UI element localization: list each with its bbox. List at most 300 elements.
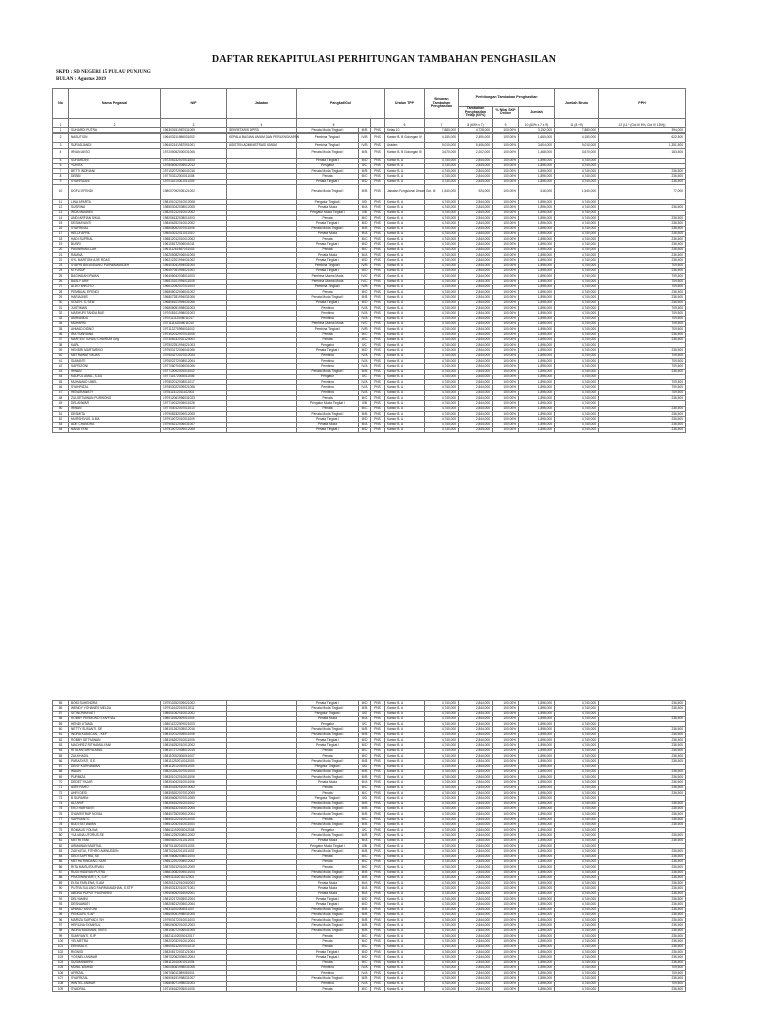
table-cell: 4,740,000 [555, 764, 599, 769]
table-cell: 2,844,000 [459, 743, 493, 748]
table-cell: Kantor B. A [385, 200, 425, 205]
table-cell: 236,500 [599, 295, 686, 300]
table-cell: 1,896,000 [519, 179, 555, 184]
table-cell: III/B [359, 369, 371, 374]
table-cell: II/C [359, 828, 371, 833]
table-cell: PNS [371, 902, 385, 907]
table-cell: 236,500 [599, 753, 686, 758]
table-cell: 4,150,000 [425, 133, 459, 143]
table-cell: 100.00% [493, 965, 519, 970]
table-cell: PNS [371, 870, 385, 875]
table-cell: Kantor B. A [385, 833, 425, 838]
table-cell: 100.00% [493, 838, 519, 843]
table-cell: 1,896,000 [519, 727, 555, 732]
table-cell: 4,740,000 [425, 764, 459, 769]
table-cell: 2,844,000 [459, 205, 493, 210]
table-cell: 33 [53, 316, 69, 321]
table-cell: 2,844,000 [459, 406, 493, 411]
table-cell: PNS [371, 960, 385, 965]
table-cell: 1,896,000 [519, 902, 555, 907]
table-cell: 50 [53, 406, 69, 411]
table-cell: DESMAYANTI [69, 221, 161, 226]
table-cell: 4,740,000 [555, 939, 599, 944]
table-cell: Pengatur Tingkat I [297, 764, 359, 769]
table-cell: II/D [359, 200, 371, 205]
table-cell: 236,500 [599, 944, 686, 949]
table-cell: 1,896,000 [519, 295, 555, 300]
data-table-page1 [52, 127, 686, 433]
table-cell: 4,740,000 [555, 374, 599, 379]
table-cell: 2,844,000 [459, 753, 493, 758]
table-cell: MURSHIVUS. A.MA [69, 417, 161, 422]
table-cell: 4,740,000 [425, 870, 459, 875]
table-cell: 2,844,000 [459, 701, 493, 706]
table-cell: SITINORHAYATI [69, 711, 161, 716]
table-cell: 1,896,000 [519, 268, 555, 273]
table-row [53, 185, 686, 200]
table-cell: YULIANA UTORUS.SE [69, 833, 161, 838]
table-cell: 39 [53, 348, 69, 353]
table-cell: 2,844,000 [459, 944, 493, 949]
document-title: DAFTAR REKAPITULASI PERHITUNGAN TAMBAHAN PENGHASILAN [211, 54, 557, 65]
table-cell: PNS [371, 231, 385, 236]
table-cell: 198911152011012001 [161, 875, 227, 880]
table-cell: 28 [53, 290, 69, 295]
table-cell: 197111142008011010 [161, 321, 227, 326]
table-cell: Kantor B. A [385, 353, 425, 358]
table-cell: Kantor B. A [385, 295, 425, 300]
table-cell: III/D [359, 221, 371, 226]
table-cell: III/C [359, 748, 371, 753]
table-cell: 4,740,000 [425, 205, 459, 210]
table-cell: KAUFUL AMAL, S.AG [69, 374, 161, 379]
table-cell: 1,896,000 [519, 274, 555, 279]
table-cell: 9,010,000 [425, 143, 459, 148]
table-cell: PEMBUAL EFENDI [69, 290, 161, 295]
table-cell: 100.00% [493, 976, 519, 981]
table-cell: 2,844,000 [459, 902, 493, 907]
table-cell: 4,150,000 [555, 133, 599, 143]
table-cell: 100.00% [493, 210, 519, 215]
table-cell: 236,500 [599, 817, 686, 822]
table-cell: 100.00% [493, 934, 519, 939]
table-cell: 197602272008012004 [161, 358, 227, 363]
table-cell: 100.00% [493, 711, 519, 716]
table-cell: 4,740,000 [555, 796, 599, 801]
table-cell: 4,740,000 [425, 231, 459, 236]
table-cell: Penata Tingkat I [297, 896, 359, 901]
table-cell: 197711072005011006 [161, 374, 227, 379]
table-cell: PNS [371, 396, 385, 401]
table-cell: 7 [53, 169, 69, 174]
table-cell: 198107272008012015 [161, 748, 227, 753]
table-cell: 709,500 [599, 380, 686, 385]
table-cell: 4,740,000 [555, 179, 599, 184]
table-cell: 2,844,000 [459, 158, 493, 163]
table-cell: 4,740,000 [425, 179, 459, 184]
table-cell: 236,500 [599, 902, 686, 907]
table-cell: 4,740,000 [555, 838, 599, 843]
header-number-cell: 8 (60% x 7) [459, 118, 493, 133]
table-cell: Kantor B. A [385, 711, 425, 716]
table-cell: 4,740,000 [555, 200, 599, 205]
table-cell: 100.00% [493, 865, 519, 870]
table-cell: PNS [371, 385, 385, 390]
table-cell: Kantor B. A [385, 205, 425, 210]
table-cell: Kantor B. A [385, 316, 425, 321]
table-cell: PNS [371, 332, 385, 337]
table-cell: 1,896,000 [519, 822, 555, 827]
table-cell: III/C [359, 406, 371, 411]
table-cell: 4,740,000 [425, 912, 459, 917]
table-cell: ELSA FARLENA, S.AM [69, 881, 161, 886]
table-cell: RIGNIGI [69, 949, 161, 954]
table-cell: PRATIWINHARTI, K, S.IP [69, 875, 161, 880]
table-cell: 1,896,000 [519, 801, 555, 806]
table-cell: 2,844,000 [459, 939, 493, 944]
table-cell [227, 427, 297, 432]
table-cell: 65 [53, 753, 69, 758]
table-cell: 198202032010012004 [161, 939, 227, 944]
table-cell: 100.00% [493, 268, 519, 273]
table-cell: 1,896,000 [519, 237, 555, 242]
table-cell: 2,844,000 [459, 401, 493, 406]
table-cell: III/C [359, 332, 371, 337]
table-cell: 1,896,000 [519, 870, 555, 875]
table-cell: HARIAJNIS [69, 295, 161, 300]
table-cell: YELMETRA [69, 939, 161, 944]
table-cell: 4,740,000 [425, 258, 459, 263]
table-cell: 4,740,000 [425, 215, 459, 220]
table-cell: 1,896,000 [519, 205, 555, 210]
table-cell: 2,844,000 [459, 306, 493, 311]
table-cell: PNS [371, 295, 385, 300]
table-cell: PNS [371, 411, 385, 416]
table-cell: 96 [53, 918, 69, 923]
table-cell: 22 [53, 258, 69, 263]
table-cell: 1,896,000 [519, 971, 555, 976]
table-cell: 1,896,000 [519, 258, 555, 263]
table-cell: PNS [371, 263, 385, 268]
table-cell: 4,740,000 [555, 727, 599, 732]
table-cell: 1,896,000 [519, 844, 555, 849]
table-cell: 4,740,000 [555, 949, 599, 954]
table-cell: 198611192008012008 [161, 828, 227, 833]
table-cell: 4,740,000 [425, 875, 459, 880]
table-cell: 4,740,000 [425, 923, 459, 928]
table-cell: 2,844,000 [459, 163, 493, 168]
table-cell: 4,740,000 [555, 865, 599, 870]
table-cell: 51 [53, 411, 69, 416]
table-cell: 236,500 [599, 949, 686, 954]
table-cell: 4,740,000 [555, 258, 599, 263]
table-cell: Penata Muda Tingkat I [297, 976, 359, 981]
table-cell: Kantor B. A [385, 759, 425, 764]
table-cell: Penata Muda Tingkat I [297, 907, 359, 912]
table-cell: PNS [371, 242, 385, 247]
table-cell: 2,844,000 [459, 960, 493, 965]
table-cell: IV/A [359, 353, 371, 358]
table-cell: 2,844,000 [459, 912, 493, 917]
table-cell: PNS [371, 237, 385, 242]
table-cell: 52 [53, 417, 69, 422]
table-cell: Penata [297, 817, 359, 822]
table-cell: PNS [371, 143, 385, 148]
table-cell: 4,740,000 [425, 822, 459, 827]
table-cell: 709,500 [599, 385, 686, 390]
table-cell: 4,740,000 [555, 343, 599, 348]
table-cell: 236,500 [599, 987, 686, 992]
table-cell: 198208212005012004 [161, 902, 227, 907]
table-cell: BUDI SETIAWAN [69, 822, 161, 827]
table-cell: Kantor B. A [385, 226, 425, 231]
table-cell: 1,896,000 [519, 353, 555, 358]
table-cell: 2,844,000 [459, 321, 493, 326]
table-cell: 4,740,000 [555, 780, 599, 785]
table-cell: 4,740,000 [425, 396, 459, 401]
table-cell: 26 [53, 279, 69, 284]
table-cell: 100.00% [493, 133, 519, 143]
table-cell: 1,896,000 [519, 406, 555, 411]
table-cell: AFRIZAL [69, 971, 161, 976]
table-cell: 4,740,000 [425, 364, 459, 369]
table-cell: 58 [53, 716, 69, 721]
table-cell: 4,740,000 [555, 785, 599, 790]
table-cell: RITA MAISUITA IRVAN [69, 865, 161, 870]
table-cell: 197502251994021003 [161, 343, 227, 348]
table-cell: 2,844,000 [459, 854, 493, 859]
table-cell: 66 [53, 759, 69, 764]
table-cell: 236,500 [599, 918, 686, 923]
table-cell: 4,740,000 [425, 759, 459, 764]
table-cell: 2,844,000 [459, 422, 493, 427]
table-cell: 236,500 [599, 976, 686, 981]
table-cell: Penata [297, 854, 359, 859]
table-cell: II/C [359, 163, 371, 168]
table-cell: III/C [359, 785, 371, 790]
table-cell: 1,896,000 [519, 743, 555, 748]
table-cell: Pengatur Tingkat I [297, 200, 359, 205]
table-cell: 4,740,000 [555, 237, 599, 242]
table-cell: 709,500 [599, 321, 686, 326]
table-cell: PNS [371, 838, 385, 843]
table-cell: 4,740,000 [555, 268, 599, 273]
table-cell: Kantor B. A [385, 934, 425, 939]
table-cell: 236,500 [599, 912, 686, 917]
table-cell: 198106252010012002 [161, 743, 227, 748]
table-cell: 1,468,000 [519, 148, 555, 158]
table-cell: 236,500 [599, 785, 686, 790]
table-cell: Kantor B. A [385, 785, 425, 790]
table-cell: 1,896,000 [519, 716, 555, 721]
table-cell: III/D [359, 179, 371, 184]
table-cell: 4,740,000 [555, 396, 599, 401]
table-cell: III/C [359, 237, 371, 242]
table-cell: Pengatur [297, 722, 359, 727]
table-cell: 236,500 [599, 242, 686, 247]
table-cell: 107 [53, 976, 69, 981]
table-cell: 100.00% [493, 907, 519, 912]
table-cell: HENDI UTAMA [69, 722, 161, 727]
table-cell: 236,500 [599, 247, 686, 252]
table-cell: 100.00% [493, 300, 519, 305]
table-cell: HENDRI MARTARIKO [69, 348, 161, 353]
table-cell: III/B [359, 928, 371, 933]
table-cell: 709,500 [599, 390, 686, 395]
table-cell: 4,740,000 [555, 215, 599, 220]
table-cell: 2,844,000 [459, 279, 493, 284]
table-cell: 236,500 [599, 258, 686, 263]
table-cell: Kantor B. A [385, 343, 425, 348]
table-cell: Penata Muda Tingkat I [297, 923, 359, 928]
table-cell: Kantor B. A [385, 247, 425, 252]
table-cell: III/D [359, 949, 371, 954]
table-cell: 23 [53, 263, 69, 268]
table-cell: PNS [371, 148, 385, 158]
table-cell: 4,740,000 [425, 817, 459, 822]
table-cell: 78 [53, 822, 69, 827]
table-cell: 709,500 [599, 311, 686, 316]
table-cell: 1,896,000 [519, 976, 555, 981]
table-cell: 46 [53, 385, 69, 390]
table-cell: 4,740,000 [555, 242, 599, 247]
table-cell: 196402141987091001 [161, 143, 227, 148]
table-cell: 100.00% [493, 237, 519, 242]
table-cell: 1,896,000 [519, 738, 555, 743]
table-cell: 1,896,000 [519, 923, 555, 928]
table-cell: Pengatur [297, 163, 359, 168]
table-cell: IV/A [359, 971, 371, 976]
table-cell: Pembina [297, 306, 359, 311]
table-cell: Kantor B. A [385, 348, 425, 353]
table-cell: Kantor B. A [385, 907, 425, 912]
table-cell: 4,740,000 [425, 976, 459, 981]
table-cell: SOLEH. S. SEM [69, 300, 161, 305]
header-number-cell: 10 (60% x 7 x 9) [519, 118, 555, 133]
table-cell: 1,896,000 [519, 343, 555, 348]
table-cell: Penata [297, 791, 359, 796]
table-cell: 198406232010012005 [161, 806, 227, 811]
table-cell: 19 [53, 242, 69, 247]
table-cell: III/B [359, 918, 371, 923]
table-cell: 197106162005011005 [161, 987, 227, 992]
table-cell: PNS [371, 274, 385, 279]
table-cell: Kantor B. A [385, 706, 425, 711]
table-cell: 100.00% [493, 337, 519, 342]
table-cell: PNS [371, 253, 385, 258]
table-cell: 55 [53, 701, 69, 706]
table-cell: 197704012007011010 [161, 406, 227, 411]
table-cell: 236,500 [599, 838, 686, 843]
table-cell: 1,896,000 [519, 955, 555, 960]
table-cell: 100.00% [493, 896, 519, 901]
table-cell: 1,540,000 [425, 185, 459, 200]
table-cell: Penata Muda [297, 422, 359, 427]
table-cell: PNS [371, 422, 385, 427]
table-cell: 4,740,000 [425, 237, 459, 242]
table-cell: 236,500 [599, 332, 686, 337]
table-cell: 100.00% [493, 981, 519, 986]
table-cell: 236,500 [599, 406, 686, 411]
table-cell: 2,844,000 [459, 838, 493, 843]
table-cell: Kantor B. A [385, 886, 425, 891]
table-cell: 2,844,000 [459, 348, 493, 353]
table-cell: 4,728,000 [459, 128, 493, 133]
header-number-cell: 1 [53, 118, 69, 133]
table-cell: 1,896,000 [519, 221, 555, 226]
table-cell: 2,844,000 [459, 955, 493, 960]
table-cell: 4,740,000 [555, 738, 599, 743]
table-cell: 1,896,000 [519, 939, 555, 944]
table-cell: 4,740,000 [425, 263, 459, 268]
table-cell: 198306152010011002 [161, 801, 227, 806]
table-cell: Penata Muda Tingkat I [297, 727, 359, 732]
table-cell: 4,740,000 [425, 169, 459, 174]
header-nip: NIP [161, 89, 227, 119]
table-cell: 2,844,000 [459, 258, 493, 263]
table-cell: PNS [371, 711, 385, 716]
table-cell: PNS [371, 955, 385, 960]
table-cell: PNS [371, 406, 385, 411]
table-cell: ASISTEN ADMINISTRASI UMUM [227, 143, 297, 148]
header-tetap: Tambahan Penghasilan Tetap (60%) [459, 107, 493, 119]
table-cell: PNS [371, 200, 385, 205]
table-cell: 1,896,000 [519, 427, 555, 432]
table-cell: 2,844,000 [459, 396, 493, 401]
table-cell: 198211102005012017 [161, 934, 227, 939]
table-cell: 1,660,000 [519, 133, 555, 143]
table-cell: Kantor B. A [385, 369, 425, 374]
table-cell: 106 [53, 971, 69, 976]
table-cell: III/B [359, 185, 371, 200]
table-cell: 100.00% [493, 791, 519, 796]
table-cell: DELYAMINI [69, 896, 161, 901]
table-cell: 236,500 [599, 738, 686, 743]
table-cell: 100.00% [493, 833, 519, 838]
table-cell: SEKRETARIS DPRD [227, 128, 297, 133]
table-cell: Penata Muda Tingkat I [297, 849, 359, 854]
table-cell: 42 [53, 364, 69, 369]
table-cell: 4,740,000 [425, 321, 459, 326]
table-cell: Penata Muda Tingkat I [297, 706, 359, 711]
table-cell: 236,500 [599, 780, 686, 785]
table-cell: 198005212007011010 [161, 944, 227, 949]
table-cell: PENGURI, S.AP [69, 912, 161, 917]
table-cell: 2,844,000 [459, 369, 493, 374]
table-cell: Kantor B. A [385, 891, 425, 896]
table-cell: 4,740,000 [555, 822, 599, 827]
table-cell: 1,896,000 [519, 748, 555, 753]
table-cell: 1,540,000 [555, 185, 599, 200]
table-cell: Penata Muda Tingkat I [297, 369, 359, 374]
table-cell: 95 [53, 912, 69, 917]
table-cell: 197703112000011008 [161, 174, 227, 179]
table-cell: 4,740,000 [425, 343, 459, 348]
table-cell: 25 [53, 274, 69, 279]
table-cell: Kantor B. A [385, 163, 425, 168]
table-cell: 197302012007011006 [161, 332, 227, 337]
table-cell: 2,844,000 [459, 327, 493, 332]
table-cell: PNS [371, 364, 385, 369]
table-cell: 2,844,000 [459, 891, 493, 896]
table-cell: Pembina Utama Muda [297, 279, 359, 284]
table-cell: PNS [371, 158, 385, 163]
table-cell: 2,844,000 [459, 844, 493, 849]
table-cell: 4,740,000 [425, 374, 459, 379]
table-cell: 1,896,000 [519, 169, 555, 174]
table-cell: 100.00% [493, 215, 519, 220]
table-cell: III/C [359, 753, 371, 758]
